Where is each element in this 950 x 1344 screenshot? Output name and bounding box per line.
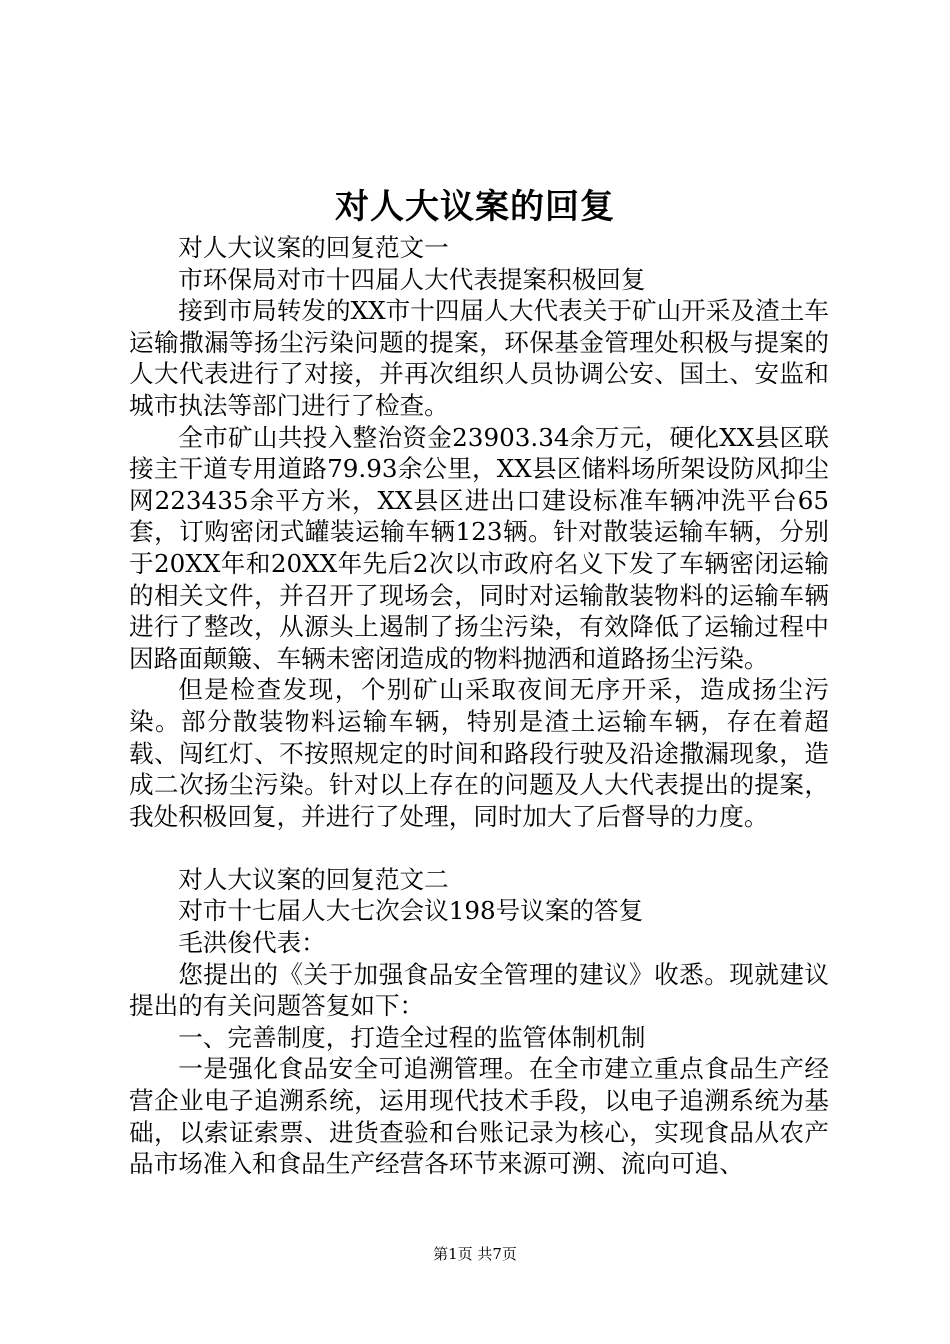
paragraph-sample-two-subtitle: 对市十七届人大七次会议198号议案的答复 — [178, 896, 644, 926]
document-title: 对人大议案的回复 — [335, 187, 615, 227]
paragraph-body: 接到市局转发的XX市十四届人大代表关于矿山开采及渣土车运输撒漏等扬尘污染问题的提案，环保基金管理处积极与提案的人大代表进行了对接，并再次组织人员协调公安、国土、安监和城市执法等部门进行了检查。 — [129, 296, 829, 420]
paragraph-sample-one-subtitle: 市环保局对市十四届人大代表提案积极回复 — [178, 264, 646, 294]
paragraph-body: 您提出的《关于加强食品安全管理的建议》收悉。现就建议提出的有关问题答复如下： — [129, 959, 829, 1021]
document-body — [129, 232, 829, 1180]
paragraph-spacer — [129, 832, 829, 864]
paragraph-body: 但是检查发现，个别矿山采取夜间无序开采，造成扬尘污染。部分散装物料运输车辆，特别是渣土运输车辆，存在着超载、闯红灯、不按照规定的时间和路段行驶及沿途撒漏现象，造成二次扬尘污染。针对以上存在的问题及人大代表提出的提案，我处积极回复，并进行了处理，同时加大了后督导的力度。 — [129, 675, 829, 831]
paragraph-section-heading: 一、完善制度，打造全过程的监管体制机制 — [178, 1022, 646, 1052]
paragraph-sample-one-heading: 对人大议案的回复范文一 — [178, 233, 449, 262]
paragraph-salutation: 毛洪俊代表： — [178, 928, 326, 958]
paragraph-body: 一是强化食品安全可追溯管理。在全市建立重点食品生产经营企业电子追溯系统，运用现代技术手段，以电子追溯系统为基础，以索证索票、进货查验和台账记录为核心，实现食品从农产品市场准入和食品生产经营各环节来源可溯、流向可追、 — [129, 1054, 829, 1179]
paragraph-sample-two-heading: 对人大议案的回复范文二 — [178, 864, 449, 894]
paragraph-body: 全市矿山共投入整治资金23903.34余万元，硬化XX县区联接主干道专用道路79.93余公里，XX县区储料场所架设防风抑尘网223435余平方米，XX县区进出口建设标准车辆冲洗平台65套，订购密闭式罐装运输车辆123辆。针对散装运输车辆，分别于20XX年和20XX年先后2次以市政府名义下发了车辆密闭运输的相关文件，并召开了现场会，同时对运输散装物料的运输车辆进行了整改，从源头上遏制了扬尘污染，有效降低了运输过程中因路面颠簸、车辆未密闭造成的物料抛洒和道路扬尘污染。 — [129, 422, 829, 673]
page-footer: 第1页 共7页 — [433, 1245, 517, 1263]
